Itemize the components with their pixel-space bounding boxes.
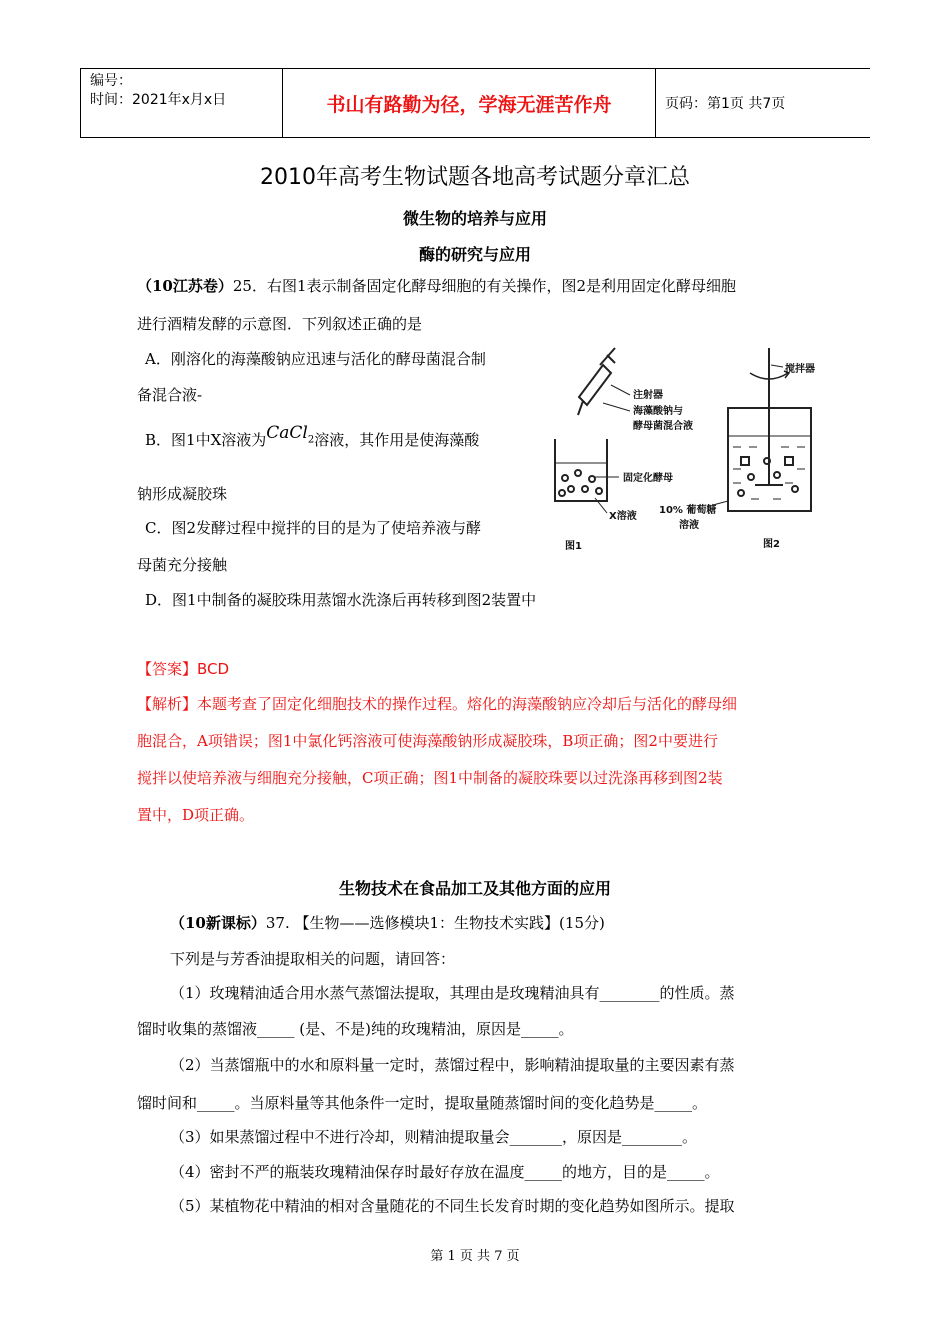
question-25-stem [137,276,736,296]
label-x-solution: X溶液 [609,511,637,522]
figure-1-caption: 图1 [565,541,582,552]
answer [137,659,229,679]
header-page-info: 页码：第1页 共7页 [665,96,786,112]
section-heading: 微生物的培养与应用 [402,209,547,228]
subquestion-2-cont: 馏时间和_____。当原料量等其他条件一定时，提取量随蒸馏时间的变化趋势是_____。 [137,1094,708,1112]
page-footer: 第 1 页 共 7 页 [430,1249,520,1264]
subquestion-1: （1）玫瑰精油适合用水蒸气蒸馏法提取，其理由是玫瑰精油具有________的性质。蒸 [170,984,735,1002]
page-title: 2010年高考生物试题各地高考试题分章汇总 [260,165,690,190]
answer-value: BCD [197,660,230,678]
option-d: D．图1中制备的凝胶珠用蒸馏水洗涤后再转移到图2装置中 [145,591,537,609]
label-syringe: 注射器 [633,390,663,401]
header-divider [655,69,656,137]
analysis-text: 胞混合，A项错误；图1中氯化钙溶液可使海藻酸钠形成凝胶珠，B项正确；图2中要进行 [137,732,718,750]
chemical-formula [266,423,315,446]
analysis [137,694,737,714]
document-date: 时间：2021年x月x日 [90,92,227,108]
formula-text: CaCl [266,423,308,443]
answer-label: 【答案】 [137,660,198,678]
option-c-cont: 母菌充分接触 [137,556,228,574]
label-stirrer: 搅拌器 [785,364,815,375]
document-number-label: 编号： [90,73,132,89]
question-source: （10新课标） [170,914,266,932]
analysis-text: 置中，D项正确。 [137,806,255,824]
option-b-text: 溶液，其作用是使海藻酸 [314,431,480,449]
analysis-label: 【解析】 [137,695,198,713]
option-c: C．图2发酵过程中搅拌的目的是为了使培养液与酵 [145,519,482,537]
question-text: 进行酒精发酵的示意图．下列叙述正确的是 [137,315,423,333]
subquestion-2: （2）当蒸馏瓶中的水和原料量一定时，蒸馏过程中，影响精油提取量的主要因素有蒸 [170,1056,735,1074]
option-b [145,423,480,457]
header-border-left [80,69,81,137]
section-heading: 酶的研究与应用 [418,245,531,264]
label-mixture: 酵母菌混合液 [633,421,693,432]
subquestion-1-cont: 馏时收集的蒸馏液_____ (是、不是)纯的玫瑰精油，原因是_____。 [137,1020,574,1038]
analysis-text: 本题考查了固定化细胞技术的操作过程。熔化的海藻酸钠应冷却后与活化的酵母细 [197,695,738,713]
question-source: （10江苏卷） [137,277,233,295]
option-a: A．刚溶化的海藻酸钠应迅速与活化的酵母菌混合制 [145,350,486,368]
section-heading: 生物技术在食品加工及其他方面的应用 [338,879,611,898]
question-text: 25．右图1表示制备固定化酵母细胞的有关操作，图2是利用固定化酵母细胞 [232,277,737,295]
question-37-stem [170,913,605,933]
analysis-text: 搅拌以使培养液与细胞充分接触，C项正确；图1中制备的凝胶珠要以过洗涤再移到图2装 [137,769,723,787]
label-glucose: 溶液 [679,520,699,531]
subquestion-5: （5）某植物花中精油的相对含量随花的不同生长发育时期的变化趋势如图所示。提取 [170,1197,735,1215]
formula-subscript: 2 [307,434,315,446]
subquestion-4: （4）密封不严的瓶装玫瑰精油保存时最好存放在温度_____的地方，目的是_____。 [170,1163,720,1181]
header-meta [90,72,226,110]
beaker-1 [555,439,607,501]
question-intro: 下列是与芳香油提取相关的问题，请回答： [170,950,456,968]
fermentation-figure [545,343,830,558]
question-text: 37. 【生物——选修模块1：生物技术实践】(15分) [265,914,605,932]
label-beads: 固定化酵母 [623,473,673,484]
label-glucose: 10% 葡萄糖 [659,505,717,516]
option-a-cont: 备混合液- [137,386,203,404]
figure-2-caption: 图2 [763,539,780,550]
label-mixture: 海藻酸钠与 [633,406,683,417]
option-b-cont: 钠形成凝胶珠 [137,485,228,503]
subquestion-3: （3）如果蒸馏过程中不进行冷却，则精油提取量会_______，原因是________。 [170,1128,698,1146]
page-header [80,68,870,138]
header-motto: 书山有路勤为径，学海无涯苦作舟 [326,93,612,116]
option-b-text: B．图1中X溶液为 [145,431,267,449]
